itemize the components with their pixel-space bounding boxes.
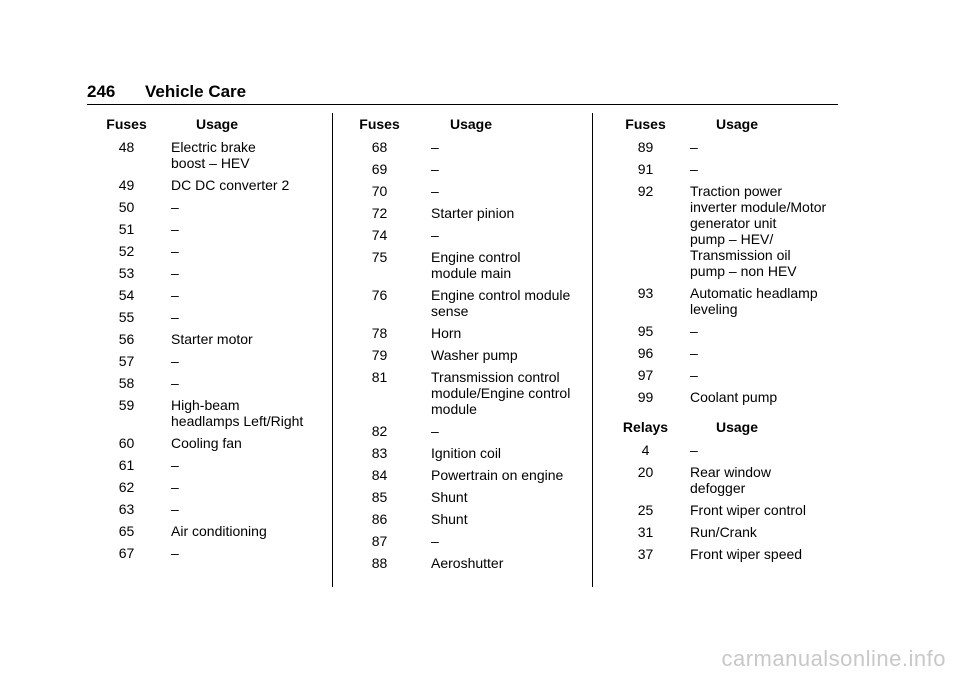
fuse-number: 88 bbox=[371, 555, 388, 571]
fuse-number: 81 bbox=[371, 369, 388, 385]
relay-usage: Rear window defogger bbox=[690, 464, 771, 496]
table-row bbox=[358, 555, 591, 571]
fuse-number: 86 bbox=[371, 511, 388, 527]
fuse-usage: Cooling fan bbox=[171, 435, 242, 451]
watermark: carmanualsonline.info bbox=[721, 646, 946, 671]
fuse-table-column-1 bbox=[100, 116, 331, 567]
table-row bbox=[617, 323, 850, 339]
fuse-number: 55 bbox=[118, 309, 135, 325]
fuse-number: 79 bbox=[371, 347, 388, 363]
table-row bbox=[100, 435, 331, 451]
table-row bbox=[358, 369, 591, 417]
column-divider bbox=[592, 113, 593, 587]
table-row bbox=[617, 139, 850, 155]
table-row bbox=[617, 464, 850, 496]
relay-number: 4 bbox=[641, 442, 650, 458]
table-row bbox=[358, 139, 591, 155]
table-row bbox=[100, 331, 331, 347]
relay-usage: – bbox=[690, 442, 698, 458]
fuse-number: 93 bbox=[637, 285, 654, 301]
table-row bbox=[358, 511, 591, 527]
fuse-usage: Air conditioning bbox=[171, 523, 267, 539]
fuse-usage: Starter pinion bbox=[431, 205, 515, 221]
fuse-usage: – bbox=[171, 545, 179, 561]
relay-number: 37 bbox=[637, 546, 654, 562]
fuse-usage: Ignition coil bbox=[431, 445, 502, 461]
table-row bbox=[358, 325, 591, 341]
table-row bbox=[100, 375, 331, 391]
fuse-usage: Automatic headlamp leveling bbox=[690, 285, 818, 317]
fuse-usage: Engine control module sense bbox=[431, 287, 571, 319]
table-row bbox=[358, 489, 591, 505]
relay-usage: Run/Crank bbox=[690, 524, 757, 540]
table-row bbox=[358, 227, 591, 243]
fuse-usage: – bbox=[431, 139, 439, 155]
fuse-number: 82 bbox=[371, 423, 388, 439]
table-row bbox=[617, 389, 850, 405]
fuse-number: 91 bbox=[637, 161, 654, 177]
fuse-usage: – bbox=[431, 183, 439, 199]
relay-number: 20 bbox=[637, 464, 654, 480]
fuse-usage: – bbox=[171, 221, 179, 237]
fuse-usage: – bbox=[431, 423, 439, 439]
fuse-number: 92 bbox=[637, 183, 654, 199]
table-row bbox=[617, 502, 850, 518]
fuse-usage: – bbox=[171, 501, 179, 517]
fuse-number: 87 bbox=[371, 533, 388, 549]
table-row bbox=[100, 479, 331, 495]
fuse-number: 75 bbox=[371, 249, 388, 265]
table-row bbox=[100, 221, 331, 237]
fuse-number: 50 bbox=[118, 199, 135, 215]
fuse-usage: Shunt bbox=[431, 489, 468, 505]
table-row bbox=[617, 442, 850, 458]
column-header-number: Fuses bbox=[625, 116, 666, 132]
fuse-usage: – bbox=[690, 139, 698, 155]
column-header-usage: Usage bbox=[715, 419, 759, 435]
fuse-usage: – bbox=[690, 161, 698, 177]
table-row bbox=[358, 445, 591, 461]
column-divider bbox=[332, 113, 333, 587]
fuse-number: 76 bbox=[371, 287, 388, 303]
table-header bbox=[358, 116, 591, 133]
fuse-table-column-3 bbox=[617, 116, 850, 568]
fuse-usage: Washer pump bbox=[431, 347, 518, 363]
table-row bbox=[358, 423, 591, 439]
relay-usage: Front wiper speed bbox=[690, 546, 803, 562]
fuse-usage: – bbox=[171, 243, 179, 259]
fuse-usage: – bbox=[171, 375, 179, 391]
table-row bbox=[100, 177, 331, 193]
table-row bbox=[358, 205, 591, 221]
fuse-number: 48 bbox=[118, 139, 135, 155]
fuse-number: 67 bbox=[118, 545, 135, 561]
table-row bbox=[358, 467, 591, 483]
fuse-number: 57 bbox=[118, 353, 135, 369]
table-row bbox=[100, 545, 331, 561]
fuse-usage: Starter motor bbox=[171, 331, 253, 347]
column-header-number: Fuses bbox=[359, 116, 400, 132]
fuse-number: 65 bbox=[118, 523, 135, 539]
table-row bbox=[100, 287, 331, 303]
fuse-usage: – bbox=[431, 533, 439, 549]
fuse-number: 85 bbox=[371, 489, 388, 505]
fuse-number: 97 bbox=[637, 367, 654, 383]
fuse-usage: DC DC converter 2 bbox=[171, 177, 290, 193]
table-row bbox=[100, 397, 331, 429]
fuse-number: 54 bbox=[118, 287, 135, 303]
fuse-usage: Transmission control module/Engine control module bbox=[431, 369, 571, 417]
fuse-number: 58 bbox=[118, 375, 135, 391]
fuse-number: 49 bbox=[118, 177, 135, 193]
column-header-number: Fuses bbox=[106, 116, 147, 132]
fuse-number: 53 bbox=[118, 265, 135, 281]
table-row bbox=[358, 287, 591, 319]
fuse-usage: – bbox=[171, 353, 179, 369]
table-row bbox=[100, 353, 331, 369]
table-row bbox=[617, 161, 850, 177]
fuse-number: 84 bbox=[371, 467, 388, 483]
fuse-number: 51 bbox=[118, 221, 135, 237]
fuse-number: 68 bbox=[371, 139, 388, 155]
fuse-usage: – bbox=[690, 367, 698, 383]
fuse-usage: Shunt bbox=[431, 511, 468, 527]
fuse-number: 62 bbox=[118, 479, 135, 495]
table-row bbox=[358, 249, 591, 281]
fuse-usage: – bbox=[171, 199, 179, 215]
page-header bbox=[87, 82, 838, 105]
table-row bbox=[358, 161, 591, 177]
fuse-number: 60 bbox=[118, 435, 135, 451]
table-header bbox=[617, 116, 850, 133]
fuse-usage: – bbox=[431, 227, 439, 243]
table-row bbox=[100, 457, 331, 473]
fuse-usage: – bbox=[171, 287, 179, 303]
fuse-number: 72 bbox=[371, 205, 388, 221]
table-row bbox=[100, 265, 331, 281]
fuse-usage: Electric brake boost – HEV bbox=[171, 139, 256, 171]
fuse-number: 96 bbox=[637, 345, 654, 361]
fuse-usage: Horn bbox=[431, 325, 462, 341]
page-number: 246 bbox=[87, 82, 116, 101]
fuse-number: 83 bbox=[371, 445, 388, 461]
fuse-usage: – bbox=[431, 161, 439, 177]
table-row bbox=[358, 347, 591, 363]
table-row bbox=[100, 199, 331, 215]
table-row bbox=[617, 546, 850, 562]
relays-table-header bbox=[617, 419, 850, 436]
column-header-usage: Usage bbox=[449, 116, 493, 132]
table-row bbox=[617, 345, 850, 361]
fuse-number: 61 bbox=[118, 457, 135, 473]
fuse-number: 89 bbox=[637, 139, 654, 155]
fuse-usage: – bbox=[690, 323, 698, 339]
relay-number: 31 bbox=[637, 524, 654, 540]
fuse-number: 52 bbox=[118, 243, 135, 259]
table-row bbox=[100, 139, 331, 171]
fuse-usage: – bbox=[171, 479, 179, 495]
table-header bbox=[100, 116, 331, 133]
fuse-number: 69 bbox=[371, 161, 388, 177]
table-row bbox=[358, 533, 591, 549]
column-header-usage: Usage bbox=[715, 116, 759, 132]
table-row bbox=[100, 309, 331, 325]
table-row bbox=[617, 183, 850, 279]
table-row bbox=[617, 285, 850, 317]
section-title: Vehicle Care bbox=[145, 82, 247, 101]
fuse-usage: Traction power inverter module/Motor generator unit pump – HEV/ Transmission oil pump – non HEV bbox=[690, 183, 827, 279]
fuse-number: 74 bbox=[371, 227, 388, 243]
fuse-usage: Coolant pump bbox=[690, 389, 778, 405]
fuse-usage: – bbox=[690, 345, 698, 361]
fuse-usage: – bbox=[171, 457, 179, 473]
fuse-number: 59 bbox=[118, 397, 135, 413]
fuse-number: 70 bbox=[371, 183, 388, 199]
column-header-usage: Usage bbox=[195, 116, 239, 132]
fuse-usage: – bbox=[171, 265, 179, 281]
fuse-usage: – bbox=[171, 309, 179, 325]
fuse-usage: Engine control module main bbox=[431, 249, 521, 281]
fuse-usage: Powertrain on engine bbox=[431, 467, 564, 483]
table-row bbox=[617, 524, 850, 540]
table-row bbox=[100, 523, 331, 539]
table-row bbox=[100, 243, 331, 259]
fuse-number: 78 bbox=[371, 325, 388, 341]
fuse-number: 99 bbox=[637, 389, 654, 405]
fuse-number: 95 bbox=[637, 323, 654, 339]
column-header-number: Relays bbox=[622, 419, 669, 435]
fuse-number: 56 bbox=[118, 331, 135, 347]
relay-usage: Front wiper control bbox=[690, 502, 806, 518]
fuse-usage: High-beam headlamps Left/Right bbox=[171, 397, 304, 429]
table-row bbox=[100, 501, 331, 517]
table-row bbox=[617, 367, 850, 383]
fuse-table-column-2 bbox=[358, 116, 591, 577]
fuse-number: 63 bbox=[118, 501, 135, 517]
relay-number: 25 bbox=[637, 502, 654, 518]
table-row bbox=[358, 183, 591, 199]
fuse-usage: Aeroshutter bbox=[431, 555, 504, 571]
